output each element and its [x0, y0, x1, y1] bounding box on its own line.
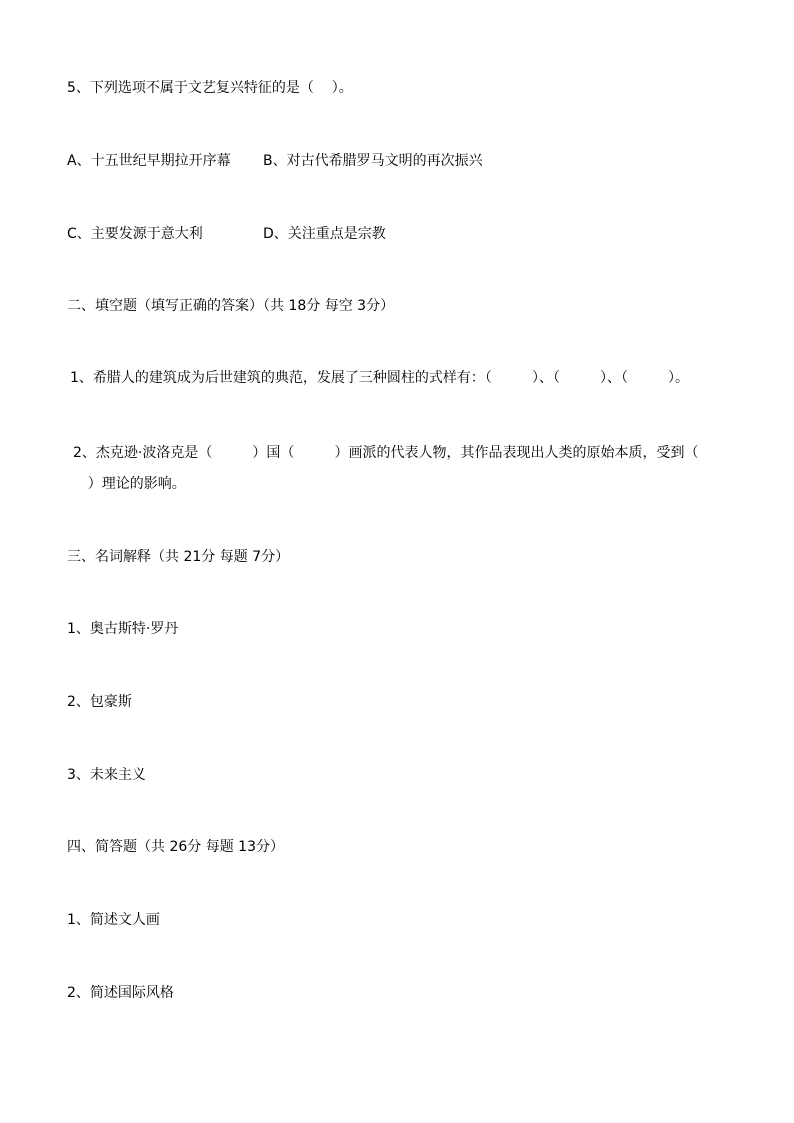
option-d: D、关注重点是宗教 — [263, 226, 386, 242]
term-item-1: 1、奥古斯特·罗丹 — [67, 621, 179, 637]
section-2-heading: 二、填空题（填写正确的答案）（共 18分 每空 3分） — [67, 298, 395, 314]
term-item-2: 2、包豪斯 — [67, 694, 132, 710]
fill-question-2-line-1: 2、杰克逊·波洛克是（ ）国（ ）画派的代表人物，其作品表现出人类的原始本质，受到（ — [73, 445, 699, 461]
term-item-3: 3、未来主义 — [67, 767, 146, 783]
question-5-stem: 5、下列选项不属于文艺复兴特征的是（ ）。 — [67, 80, 353, 96]
short-answer-item-2: 2、简述国际风格 — [67, 985, 174, 1001]
short-answer-item-1: 1、简述文人画 — [67, 912, 160, 928]
fill-question-1: 1、希腊人的建筑成为后世建筑的典范，发展了三种圆柱的式样有：（ ）、（ ）、（ ）。 — [70, 370, 690, 386]
option-c: C、主要发源于意大利 — [67, 226, 203, 242]
section-4-heading: 四、简答题（共 26分 每题 13分） — [67, 839, 284, 855]
section-3-heading: 三、名词解释（共 21分 每题 7分） — [67, 549, 290, 565]
fill-question-2-line-2: ）理论的影响。 — [70, 476, 186, 492]
option-a: A、十五世纪早期拉开序幕 — [67, 153, 231, 169]
option-b: B、对古代希腊罗马文明的再次振兴 — [263, 153, 483, 169]
